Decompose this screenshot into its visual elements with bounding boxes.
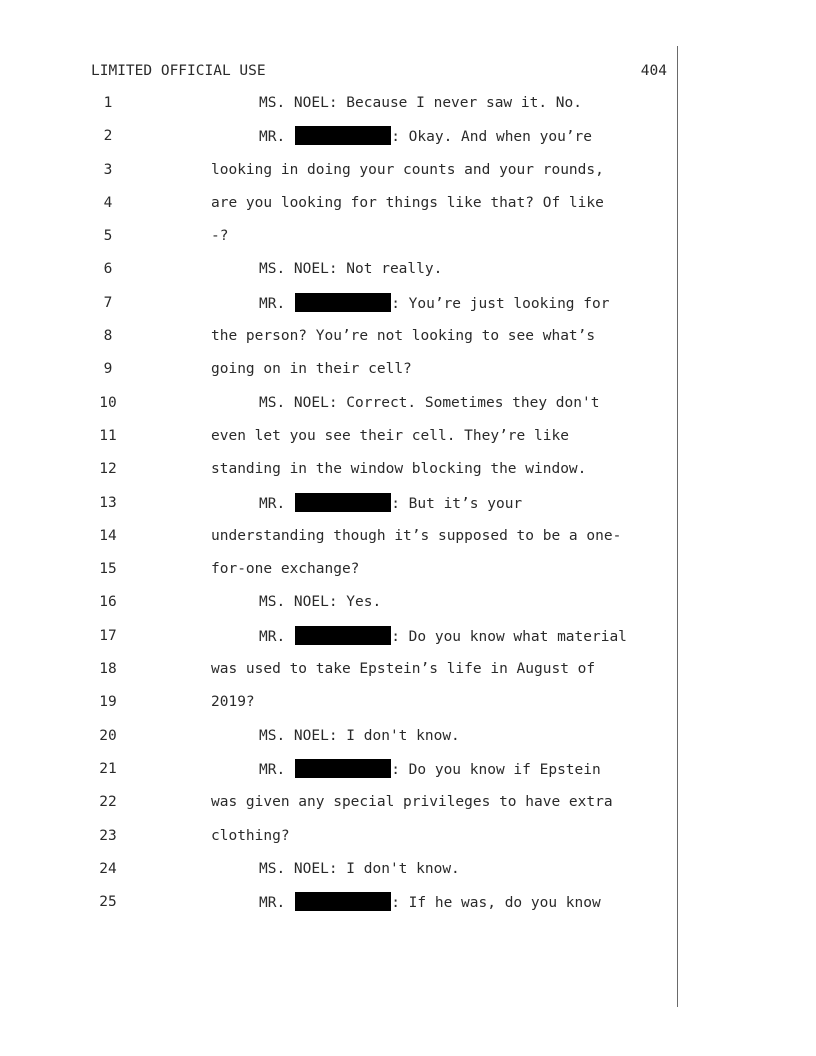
transcript-line: [0, 759, 816, 792]
transcript-line: [0, 826, 816, 859]
line-text: are you looking for things like that? Of like: [211, 194, 604, 211]
line-number: 20: [99, 727, 117, 744]
line-text: standing in the window blocking the window.: [211, 461, 587, 478]
speech-text: : But it’s your: [391, 495, 523, 512]
speech-text: : Do you know if Epstein: [391, 761, 601, 778]
transcript-line: [0, 526, 816, 559]
line-number: 23: [99, 827, 117, 844]
speech-text: : Okay. And when you’re: [391, 129, 592, 146]
line-number: 7: [103, 294, 113, 311]
transcript-body: [0, 93, 816, 925]
speaker-label: MR.: [259, 295, 286, 312]
page-number: 404: [640, 63, 667, 79]
line-text: [259, 626, 627, 647]
line-number: 24: [99, 860, 117, 877]
line-text: MS. NOEL: I don't know.: [259, 860, 460, 877]
transcript-line: [0, 93, 816, 126]
line-text: understanding though it’s supposed to be a one-: [211, 527, 622, 544]
line-number: 9: [103, 361, 113, 378]
transcript-line: [0, 592, 816, 625]
line-number: 21: [99, 760, 117, 777]
line-number: 4: [103, 194, 113, 211]
line-text: clothing?: [211, 827, 290, 844]
transcript-line: [0, 426, 816, 459]
transcript-line: [0, 193, 816, 226]
line-number: 3: [103, 161, 113, 178]
line-number: 1: [103, 95, 113, 111]
transcript-line: [0, 792, 816, 825]
line-number: 11: [99, 427, 117, 444]
transcript-line: [0, 126, 816, 159]
line-number: 25: [99, 894, 117, 911]
transcript-line: [0, 659, 816, 692]
transcript-line: [0, 359, 816, 392]
transcript-line: [0, 692, 816, 725]
line-text: the person? You’re not looking to see what’s: [211, 328, 596, 345]
speaker-label: MR.: [259, 628, 286, 645]
line-text: 2019?: [211, 694, 255, 711]
transcript-line: [0, 626, 816, 659]
redaction-block: [295, 892, 391, 911]
redaction-block: [295, 126, 391, 145]
line-text: MS. NOEL: Yes.: [259, 594, 382, 611]
line-text: MS. NOEL: Because I never saw it. No.: [259, 95, 583, 111]
speaker-label: MR.: [259, 761, 286, 778]
speech-text: : If he was, do you know: [391, 895, 601, 912]
line-number: 10: [99, 394, 117, 411]
line-number: 14: [99, 527, 117, 544]
line-text: [259, 126, 592, 147]
redaction-block: [295, 626, 391, 645]
line-text: [259, 892, 601, 913]
line-number: 22: [99, 794, 117, 811]
transcript-line: [0, 726, 816, 759]
line-text: was given any special privileges to have extra: [211, 794, 613, 811]
redaction-block: [295, 493, 391, 512]
transcript-line: [0, 293, 816, 326]
line-text: even let you see their cell. They’re like: [211, 427, 569, 444]
redaction-block: [295, 759, 391, 778]
line-number: 17: [99, 627, 117, 644]
line-number: 12: [99, 461, 117, 478]
line-text: MS. NOEL: Correct. Sometimes they don't: [259, 394, 600, 411]
line-number: 13: [99, 494, 117, 511]
transcript-line: [0, 559, 816, 592]
transcript-line: [0, 259, 816, 292]
line-number: 19: [99, 694, 117, 711]
line-number: 5: [103, 228, 113, 245]
line-text: MS. NOEL: I don't know.: [259, 727, 460, 744]
line-number: 16: [99, 594, 117, 611]
line-text: -?: [211, 228, 229, 245]
speaker-label: MR.: [259, 495, 286, 512]
line-number: 18: [99, 661, 117, 678]
speaker-label: MR.: [259, 129, 286, 146]
transcript-line: [0, 393, 816, 426]
line-text: [259, 759, 601, 780]
transcript-line: [0, 326, 816, 359]
speech-text: : You’re just looking for: [391, 295, 610, 312]
line-number: 6: [103, 261, 113, 278]
line-text: MS. NOEL: Not really.: [259, 261, 443, 278]
transcript-line: [0, 459, 816, 492]
speaker-label: MR.: [259, 895, 286, 912]
line-text: [259, 493, 522, 514]
line-number: 8: [103, 328, 113, 345]
classification-marking: LIMITED OFFICIAL USE: [91, 63, 266, 79]
line-text: going on in their cell?: [211, 361, 412, 378]
transcript-line: [0, 859, 816, 892]
page-header: [91, 61, 667, 81]
line-text: [259, 293, 609, 314]
transcript-line: [0, 493, 816, 526]
line-text: for-one exchange?: [211, 561, 360, 578]
transcript-line: [0, 226, 816, 259]
transcript-line: [0, 892, 816, 925]
redaction-block: [295, 293, 391, 312]
line-text: looking in doing your counts and your rounds,: [211, 161, 604, 178]
line-number: 2: [103, 128, 113, 145]
speech-text: : Do you know what material: [391, 628, 627, 645]
line-text: was used to take Epstein’s life in August of: [211, 661, 596, 678]
line-number: 15: [99, 561, 117, 578]
transcript-line: [0, 160, 816, 193]
